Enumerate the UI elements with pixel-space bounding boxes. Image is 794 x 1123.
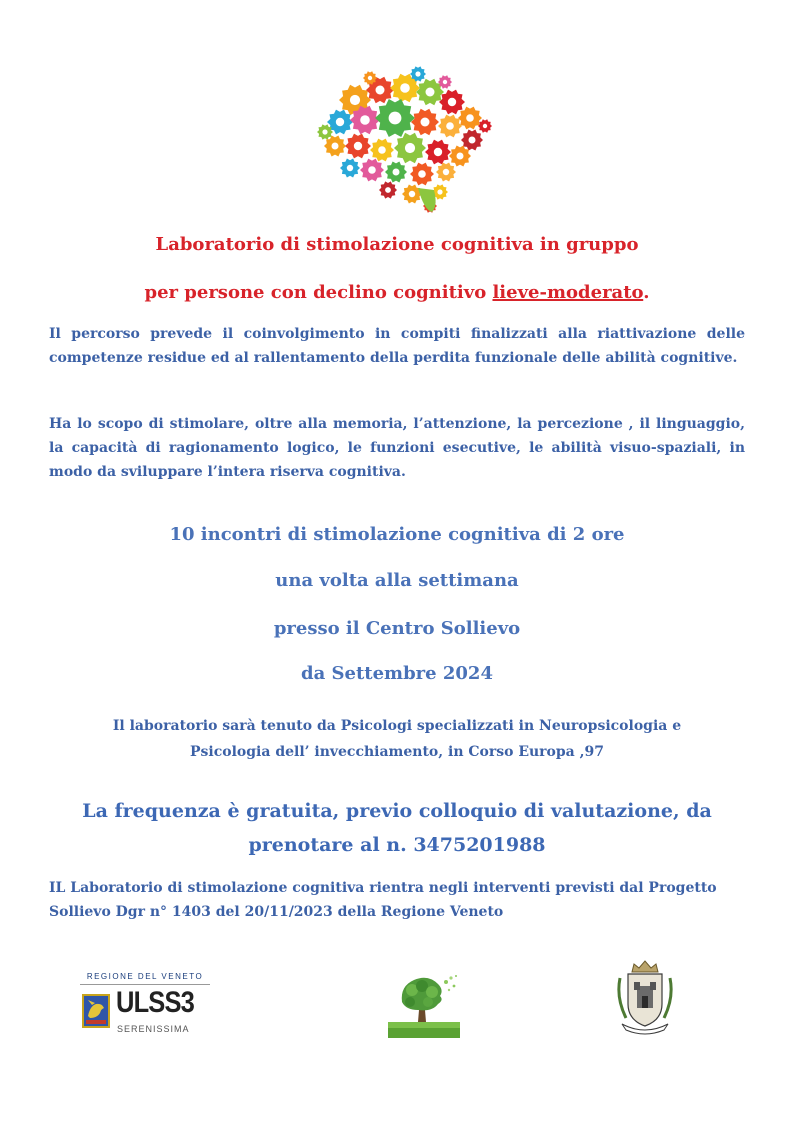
gear-hole <box>336 118 344 126</box>
gear-hole <box>360 115 370 125</box>
schedule-start-date: da Settembre 2024 <box>301 663 493 684</box>
ulss-name: ULSS3 <box>116 986 194 1019</box>
gear-hole <box>332 143 339 150</box>
gear-hole <box>389 112 402 125</box>
gear-hole <box>483 124 487 128</box>
gear-hole <box>378 146 386 154</box>
title-line-2-prefix: per persone con declino cognitivo <box>144 282 493 303</box>
title-line-2 <box>0 282 794 303</box>
project-footnote: IL Laboratorio di stimolazione cognitiva rientra negli interventi previsti dal Progetto Sollievo Dgr n° 1403 del 20/11/2023 della Regione Veneto <box>49 880 717 920</box>
brain-gears-illustration <box>300 60 500 215</box>
booking-phone-line: prenotare al n. 3475201988 <box>248 834 546 856</box>
gear-hole <box>457 153 464 160</box>
municipal-crest-icon <box>612 958 678 1038</box>
details-line-2: Psicologia dell’ invecchiamento, in Corso Europa ,97 <box>190 744 604 760</box>
gear-hole <box>426 88 435 97</box>
schedule-frequency: una volta alla settimana <box>275 570 519 591</box>
details-line-1: Il laboratorio sarà tenuto da Psicologi specializzati in Neuropsicologia e <box>112 718 682 734</box>
title-line-1: Laboratorio di stimolazione cognitiva in gruppo <box>155 234 639 255</box>
booking-line-1: La frequenza è gratuita, previo colloquio di valutazione, da <box>82 800 712 822</box>
gear-hole <box>322 129 327 134</box>
gear-hole <box>448 98 456 106</box>
gear-hole <box>421 118 430 127</box>
gear-hole <box>418 170 426 178</box>
lion-of-st-mark-icon <box>82 994 110 1028</box>
paragraph-description: Il percorso prevede il coinvolgimento in compiti finalizzati alla riattivazione delle competenze residue ed al rallentamento della perdita funzionale delle abilità cognitive. <box>49 326 745 366</box>
tree-head-logo-icon <box>388 972 460 1038</box>
ulss-region-text: REGIONE DEL VENETO <box>80 972 210 985</box>
gear-hole <box>434 148 442 156</box>
gear-hole <box>469 137 476 144</box>
gear-hole <box>405 143 415 153</box>
gear-hole <box>446 122 454 130</box>
gear-hole <box>393 169 400 176</box>
gear-hole <box>443 169 449 175</box>
gear-hole <box>347 165 353 171</box>
gear-hole <box>350 95 360 105</box>
schedule-sessions: 10 incontri di stimolazione cognitiva di 2 ore <box>169 524 625 545</box>
gear-hole <box>368 76 372 80</box>
gear-hole <box>385 187 391 193</box>
gear-hole <box>376 86 385 95</box>
paragraph-goals: Ha lo scopo di stimolare, oltre alla memoria, l’attenzione, la percezione , il linguaggio, la capacità di ragionamento logico, le funzioni esecutive, le abilità visuo-spaziali, in modo da sviluppare l’intera riserva cognitiva. <box>49 416 745 480</box>
gear-hole <box>415 71 420 76</box>
ulss-subtitle: SERENISSIMA <box>117 1024 190 1034</box>
schedule-location: presso il Centro Sollievo <box>273 618 521 639</box>
gear-hole <box>437 189 442 194</box>
gear-hole <box>466 114 474 122</box>
title-line-2-suffix: . <box>643 282 650 303</box>
gear-hole <box>368 166 376 174</box>
ulss3-logo <box>80 972 210 1038</box>
gear-hole <box>409 191 415 197</box>
title-underlined-severity: lieve-moderato <box>492 282 644 303</box>
gear-hole <box>354 142 362 150</box>
gear-hole <box>400 83 410 93</box>
gear-hole <box>443 80 447 84</box>
